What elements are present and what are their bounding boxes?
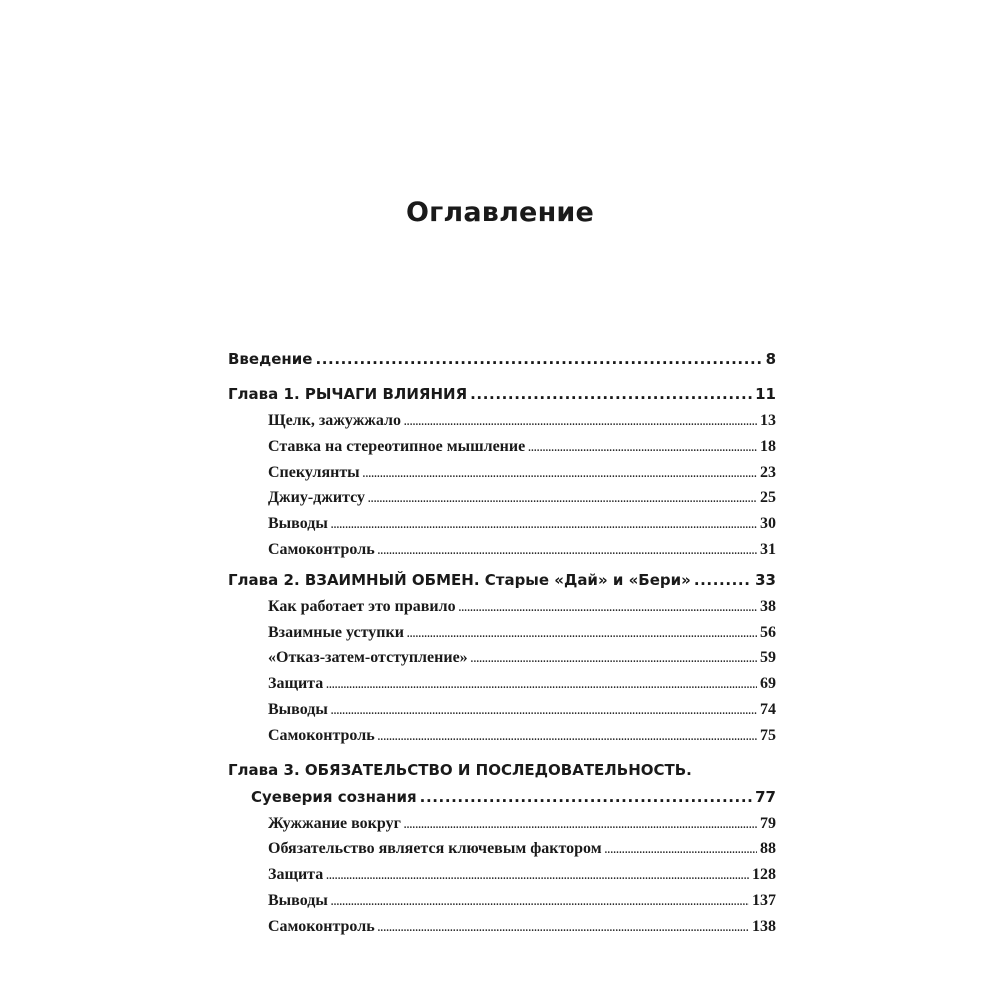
dot-leader <box>404 811 757 839</box>
toc-entry-label[interactable]: Глава 3. ОБЯЗАТЕЛЬСТВО И ПОСЛЕДОВАТЕЛЬНОСТЬ. <box>228 760 692 779</box>
toc-page-number: 77 <box>755 787 776 806</box>
toc-section[interactable] <box>268 697 776 723</box>
toc-section-label: Как работает это правило <box>268 597 456 615</box>
toc-section-label: Ставка на стереотипное мышление <box>268 437 526 455</box>
toc-page-number: 33 <box>755 570 776 589</box>
dot-leader <box>378 914 749 942</box>
toc-chapter-1 <box>228 381 776 563</box>
toc-section[interactable] <box>268 511 776 537</box>
dot-leader <box>459 594 757 622</box>
toc-section-label: Защита <box>268 675 324 693</box>
toc-section-label: Взаимные уступки <box>268 623 404 641</box>
dot-leader <box>315 346 762 373</box>
toc-section[interactable] <box>268 723 776 749</box>
toc-page-number: 25 <box>760 489 776 507</box>
table-of-contents <box>228 346 776 940</box>
dot-leader <box>331 511 757 539</box>
toc-entry-label: Введение <box>228 350 313 368</box>
toc-section-label: Щелк, зажужжало <box>268 412 402 429</box>
toc-page-number: 56 <box>760 623 776 641</box>
toc-section[interactable] <box>268 862 776 888</box>
toc-intro <box>228 346 776 373</box>
toc-page-number: 138 <box>752 917 776 935</box>
toc-section-label: Выводы <box>268 515 328 533</box>
dot-leader <box>378 723 757 751</box>
toc-section-label: Спекулянты <box>268 463 360 481</box>
toc-entry[interactable] <box>228 567 776 594</box>
toc-page-number: 11 <box>755 385 776 403</box>
toc-section-label: «Отказ-затем-отступление» <box>268 649 468 667</box>
toc-section-label: Обязательство является ключевым фактором <box>268 840 602 858</box>
dot-leader <box>331 697 757 725</box>
dot-leader <box>407 620 757 648</box>
toc-entry[interactable] <box>228 346 776 373</box>
toc-section[interactable] <box>268 594 776 620</box>
toc-section-label: Самоконтроль <box>268 540 375 558</box>
toc-page-number: 30 <box>760 515 776 533</box>
toc-sections <box>228 408 776 563</box>
toc-section-label: Защита <box>268 866 324 884</box>
toc-page-number: 79 <box>760 814 776 832</box>
toc-section[interactable] <box>268 408 776 434</box>
toc-entry[interactable] <box>228 784 776 811</box>
toc-page-number: 8 <box>765 350 776 368</box>
toc-page-number: 74 <box>760 700 776 718</box>
toc-section[interactable] <box>268 434 776 460</box>
dot-leader <box>420 784 752 811</box>
dot-leader <box>470 381 752 408</box>
dot-leader <box>326 671 757 699</box>
dot-leader <box>471 645 757 673</box>
toc-page-number: 75 <box>760 726 776 744</box>
toc-section[interactable] <box>268 888 776 914</box>
toc-section[interactable] <box>268 671 776 697</box>
toc-section[interactable] <box>268 836 776 862</box>
toc-section-label: Выводы <box>268 700 328 718</box>
toc-page-number: 13 <box>760 412 776 429</box>
dot-leader <box>363 460 757 488</box>
toc-section-label: Самоконтроль <box>268 917 375 935</box>
toc-page-number: 31 <box>760 540 776 558</box>
toc-section[interactable] <box>268 620 776 646</box>
toc-section-label: Выводы <box>268 891 328 909</box>
toc-page-number: 38 <box>760 597 776 615</box>
toc-section[interactable] <box>268 914 776 940</box>
dot-leader <box>326 862 749 890</box>
toc-section[interactable] <box>268 811 776 837</box>
toc-section-label: Джиу-джитсу <box>268 489 366 507</box>
dot-leader <box>331 888 749 916</box>
toc-page-number: 88 <box>760 840 776 858</box>
toc-page-number: 128 <box>752 866 776 884</box>
dot-leader <box>404 408 757 436</box>
toc-section[interactable] <box>268 645 776 671</box>
toc-entry[interactable] <box>228 381 776 408</box>
toc-section[interactable] <box>268 460 776 486</box>
toc-sections <box>228 594 776 749</box>
toc-section-label: Жужжание вокруг <box>268 814 401 832</box>
toc-entry-label: Глава 1. РЫЧАГИ ВЛИЯНИЯ <box>228 385 468 403</box>
toc-page-number: 23 <box>760 463 776 481</box>
toc-entry-label: Глава 2. ВЗАИМНЫЙ ОБМЕН. Старые «Дай» и «Бери» <box>228 570 691 589</box>
toc-sections <box>228 811 776 940</box>
toc-chapter-2 <box>228 567 776 749</box>
dot-leader <box>694 567 752 594</box>
dot-leader <box>378 537 757 565</box>
toc-page-number: 18 <box>760 437 776 455</box>
dot-leader <box>528 434 757 462</box>
page-title: Оглавление <box>405 197 595 228</box>
toc-entry-label: Суеверия сознания <box>251 787 417 806</box>
toc-section[interactable] <box>268 537 776 563</box>
dot-leader <box>368 485 757 513</box>
toc-section[interactable] <box>268 485 776 511</box>
toc-page-number: 69 <box>760 675 776 693</box>
toc-page-number: 137 <box>752 891 776 909</box>
dot-leader <box>605 836 757 864</box>
toc-section-label: Самоконтроль <box>268 726 375 744</box>
toc-chapter-3 <box>228 757 776 940</box>
toc-page-number: 59 <box>760 649 776 667</box>
